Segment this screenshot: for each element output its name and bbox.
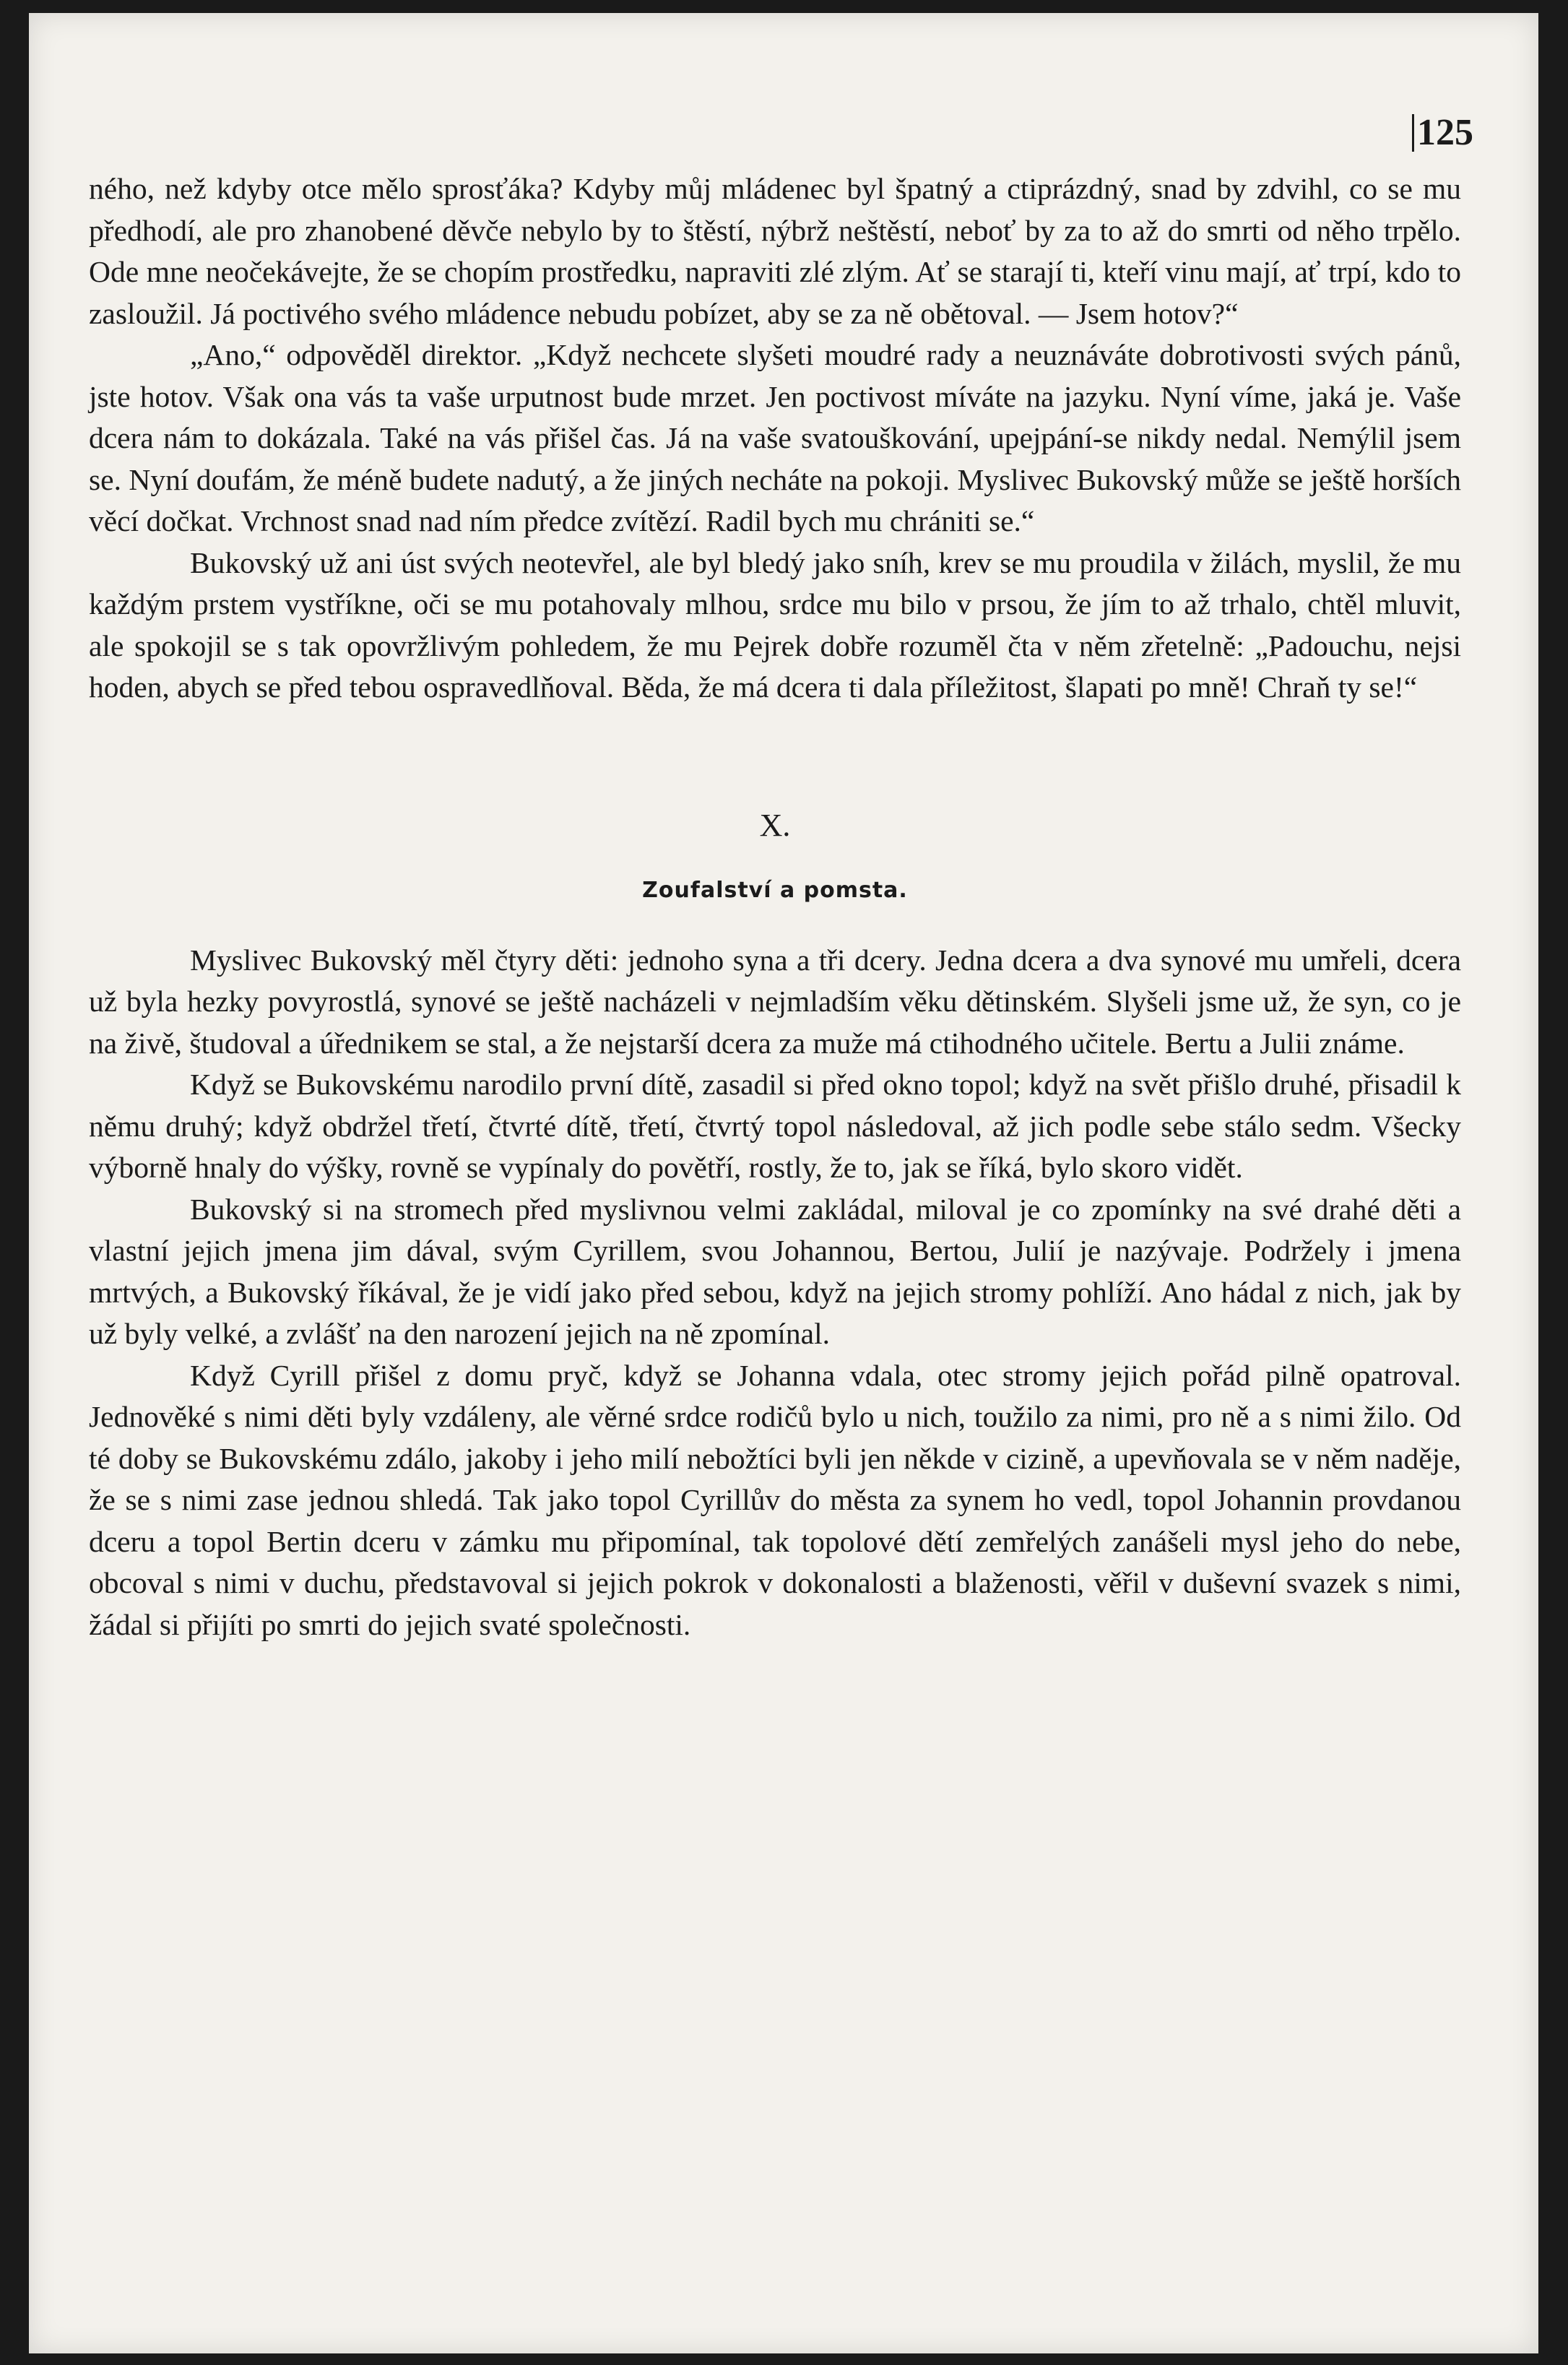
chapter-title: Zoufalství a pomsta.	[642, 877, 908, 903]
paragraph: ného, než kdyby otce mělo sprosťáka? Kdyby můj mládenec byl špatný a ctiprázdný, snad by zdvihl, co se mu předhodí, ale pro zhanobené děvče nebylo by to štěstí, nýbrž neštěstí, neboť by za to až do smrti od něho trpělo. Ode mne neočekávejte, že se chopím prostředku, napraviti zlé zlým. Ať se starají ti, kteří vinu mají, ať trpí, kdo to zasloužil. Já poctivého svého mládence nebudu pobízet, aby se za ně obětoval. — Jsem hotov?“	[89, 172, 1461, 330]
chapter-number: X.	[759, 807, 791, 843]
page-number: 125	[1412, 114, 1473, 152]
book-page	[29, 13, 1538, 2353]
paragraph: Když Cyrill přišel z domu pryč, když se Johanna vdala, otec stromy jejich pořád pilně opatroval. Jednověké s nimi děti byly vzdáleny, ale věrné srdce rodičů bylo u nich, toužilo za nimi, pro ně a s nimi žilo. Od té doby se Bukovskému zdálo, jakoby i jeho milí nebožtíci byli jen někde v cizině, a upevňovala se v něm naděje, že se s nimi zase jednou shledá. Tak jako topol Cyrillův do města za synem ho vedl, topol Johannin provdanou dceru a topol Bertin dceru v zámku mu připomínal, tak topolové dětí zemřelých zanášeli mysl jeho do nebe, obcoval s nimi v duchu, představoval si jejich pokrok v dokonalosti a blaženosti, věřil v duševní svazek s nimi, žádal si přijíti po smrti do jejich svaté společnosti.	[89, 1358, 1461, 1641]
paragraph: Bukovský už ani úst svých neotevřel, ale byl bledý jako sníh, krev se mu proudila v žilách, myslil, že mu každým prstem vystříkne, oči se mu potahovaly mlhou, srdce mu bilo v prsou, že jím to až trhalo, chtěl mluvit, ale spokojil se s tak opovržlivým pohledem, že mu Pejrek dobře rozuměl čta v něm zřetelně: „Padouchu, nejsi hoden, abych se před tebou ospravedlňoval. Běda, že má dcera ti dala příležitost, šlapati po mně! Chraň ty se!“	[89, 545, 1461, 704]
paragraph: Bukovský si na stromech před myslivnou velmi zakládal, miloval je co zpomínky na své drahé děti a vlastní jejich jmena jim dával, svým Cyrillem, svou Johannou, Bertou, Julií je nazývaje. Podržely i jmena mrtvých, a Bukovský říkával, že je vidí jako před sebou, když na jejich stromy pohlíží. Ano hádal z nich, jak by už byly velké, a zvlášť na den narození jejich na ně zpomínal.	[89, 1192, 1461, 1350]
paragraph: „Ano,“ odpověděl direktor. „Když nechcete slyšeti moudré rady a neuznáváte dobrotivosti svých pánů, jste hotov. Však ona vás ta vaše urputnost bude mrzet. Jen poctivost míváte na jazyku. Nyní víme, jaká je. Vaše dcera nám to dokázala. Také na vás přišel čas. Já na vaše svatouškování, upejpání-se nikdy nedal. Nemýlil jsem se. Nyní doufám, že méně budete nadutý, a že jiných necháte na pokoji. Myslivec Bukovský může se ještě horších věcí dočkat. Vrchnost snad nad ním předce zvítězí. Radil bych mu chrániti se.“	[89, 338, 1461, 537]
paragraph: Myslivec Bukovský měl čtyry děti: jednoho syna a tři dcery. Jedna dcera a dva synové mu umřeli, dcera už byla hezky povyrostlá, synové se ještě nacházeli v nejmladším věku dětinském. Slyšeli jsme už, že syn, co je na živě, študoval a úřednikem se stal, a že nejstarší dcera za muže má ctihodného učitele. Bertu a Julii známe.	[89, 943, 1461, 1060]
page-content	[89, 168, 1461, 1646]
paragraph: Když se Bukovskému narodilo první dítě, zasadil si před okno topol; když na svět přišlo druhé, přisadil k němu druhý; když obdržel třetí, čtvrté dítě, třetí, čtvrtý topol následoval, až jich podle sebe stálo sedm. Všecky výborně hnaly do výšky, rovně se vypínaly do povětří, rostly, že to, jak se říká, bylo skoro vidět.	[89, 1068, 1461, 1184]
